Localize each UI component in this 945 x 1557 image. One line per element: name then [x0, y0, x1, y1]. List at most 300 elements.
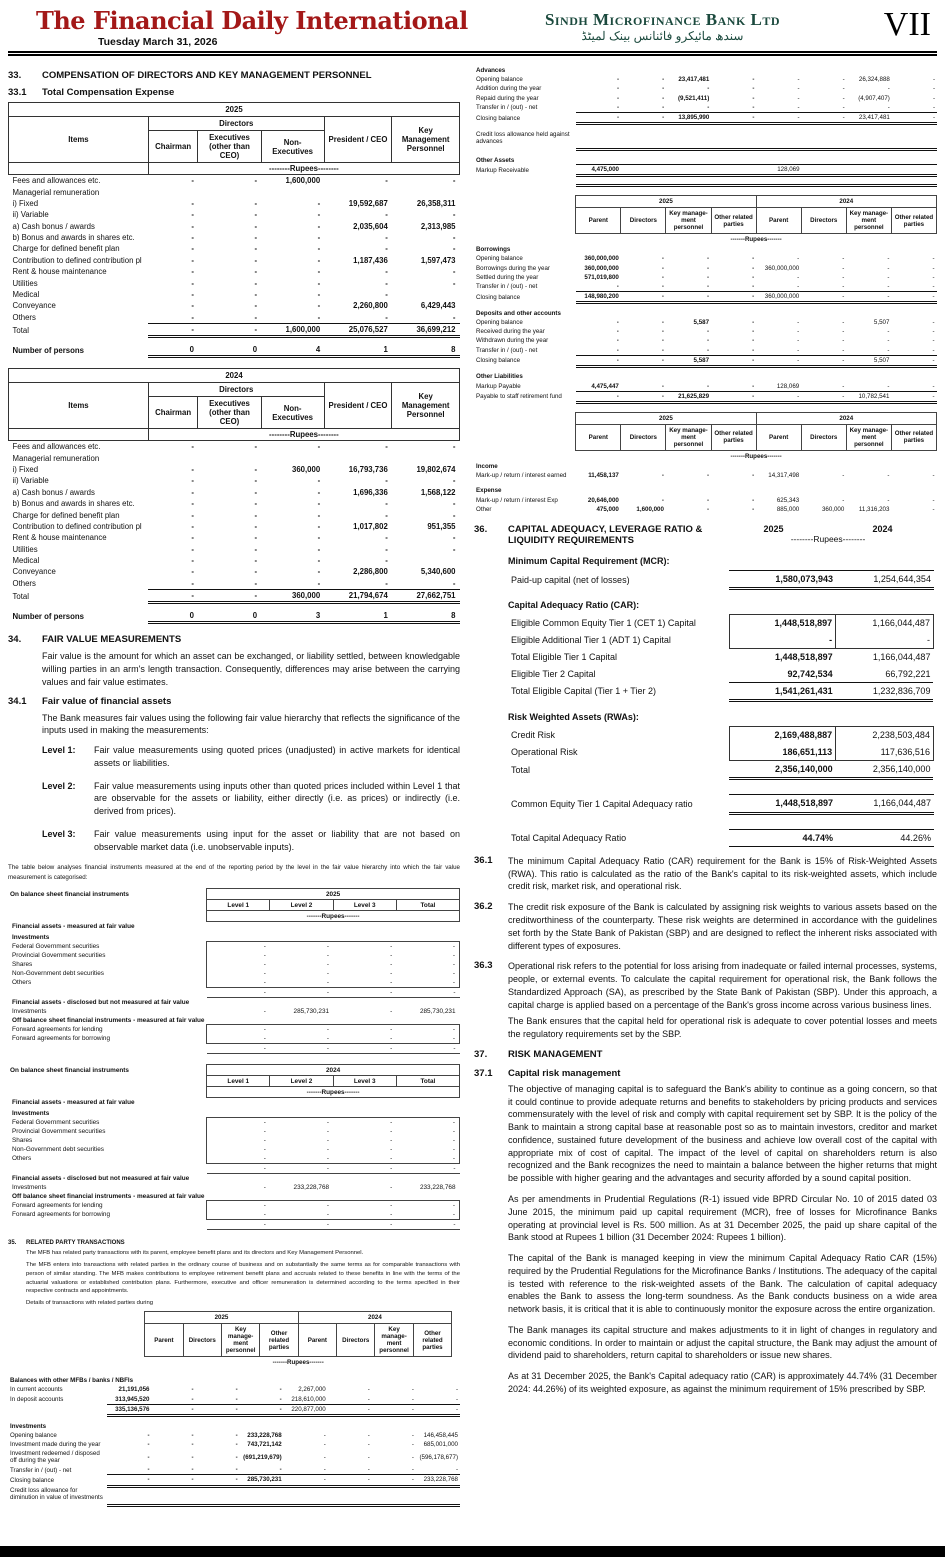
rupees-label: -------Rupees-------	[207, 1087, 460, 1098]
cell-value: -	[235, 1466, 238, 1474]
cell-value: -	[452, 278, 456, 288]
row-label: Total Eligible Capital (Tier 1 + Tier 2)	[511, 686, 656, 697]
cell-value: 1,600,000	[636, 505, 664, 513]
cell-value: -	[191, 465, 194, 475]
table-row	[8, 1395, 460, 1405]
year-header: 2025	[207, 889, 460, 900]
table-row	[9, 243, 460, 254]
cell-value: -	[797, 318, 800, 326]
cell-value: -	[191, 578, 194, 588]
left-column	[8, 64, 460, 1546]
table-row	[8, 1220, 460, 1230]
cell-value: 146,458,445	[423, 1431, 458, 1439]
table-body	[508, 570, 934, 588]
cell-value	[802, 156, 847, 165]
cell-value	[756, 130, 801, 146]
col-header-directors: Directors	[801, 424, 846, 450]
cell-value: -	[198, 323, 261, 336]
table-row	[8, 1109, 460, 1118]
cell-value: -	[196, 1475, 240, 1486]
cell-value: -	[191, 289, 194, 299]
cell-value	[847, 66, 892, 75]
cell-value: -	[752, 328, 755, 336]
empty-cell	[474, 412, 576, 424]
cell-value: 885,000	[776, 505, 800, 513]
row-label: Investments	[12, 1007, 47, 1015]
cell-value: 27,662,751	[392, 590, 460, 603]
car-table	[508, 614, 934, 702]
empty-cell	[68, 1324, 145, 1357]
cell-value	[207, 998, 270, 1007]
cell-value: 11,316,203	[858, 505, 890, 513]
section-title: CAPITAL ADEQUACY, LEVERAGE RATIO & LIQUIDITY REQUIREMENTS	[508, 523, 703, 546]
cell-value: 571,019,800	[584, 273, 619, 281]
cell-value	[333, 1192, 396, 1201]
cell-value	[240, 1376, 284, 1385]
cell-value: -	[333, 942, 396, 952]
cell-value: -	[270, 1210, 333, 1220]
cell-value: 4,475,000	[576, 165, 621, 176]
cell-value: -	[254, 244, 258, 254]
table-row	[9, 255, 460, 266]
cell-value	[396, 933, 459, 942]
row-label	[8, 1044, 207, 1054]
cell-value	[666, 245, 711, 254]
col-header-kmp: Key manage-ment personnel	[846, 424, 891, 450]
cell-value: -	[411, 1395, 414, 1403]
row-label: Opening balance	[476, 318, 523, 326]
cell-value: -	[802, 112, 847, 123]
table-row	[474, 462, 937, 471]
empty-cell	[474, 450, 576, 462]
cell-value: -	[254, 198, 258, 208]
cell-value: -	[452, 233, 456, 243]
cell-value: -	[385, 544, 388, 554]
table-row	[8, 1145, 460, 1154]
cell-value	[372, 1502, 416, 1506]
cell-value: -	[333, 1201, 396, 1211]
cell-value: -	[254, 221, 258, 231]
cell-value	[392, 186, 460, 197]
table-row	[474, 94, 937, 103]
cell-value: -	[326, 1146, 330, 1154]
cell-value: -	[396, 951, 459, 960]
cell-value: 1,541,261,431	[729, 682, 835, 700]
cell-value	[372, 1486, 416, 1502]
cell-value	[802, 66, 847, 75]
cell-value	[392, 453, 460, 464]
cell-value: -	[756, 391, 801, 402]
row-label: Credit loss allowance held against advances	[476, 130, 570, 145]
row-label: Others	[12, 979, 32, 987]
row-label: Transfer in / (out) - net	[476, 104, 538, 112]
section-33-1-heading	[8, 87, 460, 98]
cell-value: -	[616, 282, 619, 290]
cell-value: -	[207, 1210, 270, 1220]
cell-value: -	[385, 176, 388, 186]
table-row	[9, 498, 460, 509]
cell-value: -	[147, 1440, 150, 1448]
year-header: 2024	[298, 1312, 452, 1324]
cell-value: -	[254, 544, 258, 554]
section-title: Capital risk management	[508, 1067, 621, 1079]
cell-value: -	[752, 103, 755, 111]
cell-value: -	[390, 952, 393, 960]
paragraph: The Bank measures fair values using the following fair value hierarchy that reflects the significance of the inputs used in making the measurements:	[42, 712, 460, 736]
col-header-other: Other related parties	[260, 1324, 298, 1357]
section-36-heading-row	[474, 524, 937, 546]
cell-value: -	[797, 103, 800, 111]
table-row	[474, 103, 937, 113]
table-header	[8, 1065, 460, 1098]
row-label: Closing balance	[476, 357, 521, 365]
cell-value	[666, 130, 711, 146]
cell-value: -	[385, 289, 388, 299]
row-label: a) Cash bonus / awards	[12, 487, 95, 497]
row-label: Federal Government securities	[12, 1118, 100, 1126]
cell-value: -	[207, 942, 270, 952]
section-number: 37.	[474, 1048, 488, 1060]
cell-value: -	[385, 233, 388, 243]
cell-value	[207, 933, 270, 942]
col-header-parent: Parent	[145, 1324, 183, 1357]
col-header-kmp: Key Management Personnel	[392, 383, 460, 429]
cell-value	[846, 372, 891, 381]
cell-value	[621, 486, 666, 495]
table-row	[9, 453, 460, 464]
cell-value: -	[191, 301, 194, 311]
row-label: Opening balance	[10, 1431, 57, 1439]
table-row	[8, 951, 460, 960]
cell-value: -	[706, 328, 710, 336]
cell-value: -	[148, 590, 198, 603]
row-label	[8, 1502, 107, 1506]
year-header: 2024	[756, 412, 936, 424]
col-header-parent: Parent	[756, 208, 801, 234]
cell-value: -	[752, 496, 755, 504]
cell-value: -	[317, 556, 321, 566]
cell-value	[711, 130, 756, 146]
cell-value: 475,000	[596, 505, 619, 513]
col-header-non-executives: Non-Executives	[261, 131, 324, 163]
cell-value	[802, 182, 847, 186]
cell-value: -	[452, 510, 456, 520]
cell-value: -	[207, 1034, 270, 1044]
cell-value: -	[452, 476, 456, 486]
cell-value: -	[411, 1453, 414, 1461]
cell-value: 26,358,311	[416, 198, 456, 208]
cell-value: -	[317, 544, 321, 554]
cell-value: 8	[392, 344, 460, 357]
table-row	[9, 186, 460, 197]
row-label: Settled during the year	[476, 273, 539, 281]
cell-value: -	[797, 328, 800, 336]
cell-value: -	[191, 567, 194, 577]
cell-value: -	[254, 267, 258, 277]
empty-cell	[8, 911, 207, 922]
cell-value: 313,945,520	[115, 1395, 150, 1403]
cell-value: -	[254, 476, 258, 486]
cell-value: -	[317, 578, 321, 588]
cell-value: -	[797, 346, 800, 354]
level-label: Level 3:	[42, 828, 76, 839]
table-row	[474, 391, 937, 402]
table-row	[474, 156, 937, 165]
cell-value: 21,625,829	[666, 391, 711, 402]
cell-value: -	[207, 951, 270, 960]
rwa-table	[508, 726, 934, 780]
cell-value: -	[390, 1183, 393, 1191]
cell-value	[270, 1098, 333, 1107]
cell-value: -	[707, 103, 710, 111]
rupees-label: -------Rupees-------	[730, 452, 782, 460]
cell-value	[207, 1192, 270, 1201]
cell-value: -	[932, 85, 935, 93]
col-header-parent: Parent	[298, 1324, 336, 1357]
row-label: Balances with other MFBs / banks / NBFIs	[10, 1377, 134, 1385]
col-header-total: Total	[396, 1076, 459, 1087]
cell-value: -	[317, 267, 321, 277]
row-label: Received during the year	[476, 328, 545, 336]
cell-value: -	[452, 312, 456, 322]
rwa-title: Risk Weighted Assets (RWAs):	[508, 712, 639, 723]
cell-value: -	[752, 472, 755, 480]
table-body	[508, 615, 933, 701]
cell-value: -	[270, 1044, 333, 1054]
col-header-items: Items	[9, 383, 149, 429]
cell-value: 16,793,736	[348, 465, 388, 475]
cell-value: -	[372, 1404, 416, 1415]
table-row	[474, 471, 937, 480]
cell-value: 21,794,674	[324, 590, 392, 603]
cell-value	[666, 182, 711, 186]
cell-value: -	[191, 499, 194, 509]
cell-value: -	[328, 1404, 372, 1415]
table-row	[8, 1385, 460, 1394]
col-header-other: Other related parties	[711, 424, 756, 450]
cell-value: -	[752, 273, 755, 281]
cell-value: -	[254, 210, 258, 220]
table-row	[508, 743, 933, 760]
col-header-other: Other related parties	[711, 208, 756, 234]
table-row	[474, 327, 937, 336]
table-row	[8, 1025, 460, 1035]
table-row	[9, 175, 460, 187]
row-label: Off balance sheet financial instruments - measured at fair value	[12, 1016, 205, 1024]
row-label: Utilities	[12, 544, 38, 554]
cell-value	[891, 486, 936, 495]
table-row	[9, 198, 460, 209]
rupees-label: -------Rupees-------	[272, 1359, 324, 1367]
cell-value: 285,730,231	[419, 1007, 456, 1015]
page-header	[8, 6, 937, 48]
cell-value: -	[207, 960, 270, 969]
section-number: 35.	[8, 1240, 17, 1247]
cell-value: -	[706, 282, 710, 290]
row-label: Credit loss allowance for diminution in value of investments	[10, 1487, 103, 1502]
rupees-label: --------Rupees--------	[790, 533, 866, 544]
cell-value	[324, 603, 392, 610]
cell-value	[801, 462, 846, 471]
row-label: Fees and allowances etc.	[12, 176, 101, 186]
cell-value: -	[706, 337, 710, 345]
cell-value	[240, 1486, 284, 1502]
cell-value: -	[452, 176, 456, 186]
section-title: RELATED PARTY TRANSACTIONS	[26, 1240, 125, 1247]
cell-value: -	[932, 318, 935, 326]
cell-value: -	[576, 112, 621, 123]
cell-value	[711, 372, 756, 381]
year-header: 2025	[145, 1312, 298, 1324]
table-header	[474, 412, 937, 462]
year-header: 2024	[9, 369, 460, 383]
row-label: Addition during the year	[476, 85, 542, 93]
col-header-level1: Level 1	[207, 1076, 270, 1087]
table-row	[8, 1449, 460, 1465]
cell-value: -	[752, 94, 755, 102]
cell-value: -	[576, 391, 621, 402]
cell-value: -	[842, 85, 845, 93]
table-body	[8, 922, 460, 1054]
cell-value: 2,356,140,000	[729, 760, 835, 778]
table-row	[474, 372, 937, 381]
table-row	[474, 66, 937, 75]
cell-value: -	[263, 1183, 266, 1191]
rupees-label: -------Rupees-------	[207, 911, 460, 922]
section-36-1	[474, 855, 937, 893]
row-label: Contribution to defined contribution pl	[12, 255, 142, 265]
row-label: Conveyance	[12, 301, 56, 311]
cell-value: -	[842, 318, 845, 326]
cell-value: -	[797, 255, 800, 263]
cell-value	[892, 182, 937, 186]
empty-cell	[8, 1087, 207, 1098]
row-label: Investments	[12, 1109, 50, 1117]
table-row	[8, 1183, 460, 1192]
cell-value: -	[661, 472, 664, 480]
cell-value: -	[385, 556, 388, 566]
cell-value: -	[317, 255, 321, 265]
cell-value: -	[326, 961, 330, 969]
cell-value: -	[842, 264, 845, 272]
cell-value	[261, 186, 324, 197]
cell-value: 335,136,576	[107, 1404, 151, 1415]
cell-value: 117,636,516	[836, 743, 934, 760]
cell-value: -	[455, 1386, 458, 1394]
cell-value	[711, 182, 756, 186]
table-row	[9, 521, 460, 532]
cell-value: -	[932, 282, 935, 290]
cell-value: -	[385, 267, 388, 277]
cell-value	[284, 1421, 328, 1430]
cell-value	[621, 66, 666, 75]
cell-value	[333, 1109, 396, 1118]
cell-value: -	[842, 255, 845, 263]
table-row	[474, 282, 937, 292]
cell-value: -	[279, 1466, 282, 1474]
cell-value: -	[396, 1118, 459, 1128]
cell-value	[756, 156, 801, 165]
cell-value: -	[452, 533, 456, 543]
cell-value: 2,267,000	[298, 1386, 326, 1394]
cell-value	[152, 1486, 196, 1502]
cell-value	[711, 66, 756, 75]
cell-value	[270, 922, 333, 931]
cell-value	[891, 309, 936, 318]
cell-value: 5,507	[846, 355, 891, 366]
cell-value: -	[317, 278, 321, 288]
row-label: In current accounts	[10, 1386, 63, 1394]
table-row	[8, 998, 460, 1007]
cell-value	[198, 186, 261, 197]
cell-value: 360,000,000	[584, 264, 619, 272]
cell-value: -	[662, 76, 665, 84]
row-label	[8, 1220, 207, 1230]
cell-value: (691,219,679)	[243, 1453, 282, 1461]
cell-value: -	[661, 382, 664, 390]
cell-value: -	[254, 556, 258, 566]
cell-value: -	[191, 1386, 194, 1394]
cell-value	[333, 1098, 396, 1107]
cell-value: -	[270, 1034, 333, 1044]
cell-value	[328, 1376, 372, 1385]
cell-value: 14,317,498	[768, 472, 800, 480]
table-row	[8, 1440, 460, 1449]
col-header-kmp: Key manage-ment personnel	[375, 1324, 413, 1357]
section-title: Total Compensation Expense	[42, 87, 175, 98]
row-label: Fees and allowances etc.	[12, 442, 101, 452]
col-header-level1: Level 1	[207, 900, 270, 911]
cell-value: -	[836, 632, 934, 649]
row-label: Withdrawn during the year	[476, 337, 549, 345]
table-row	[474, 75, 937, 84]
cell-value: -	[390, 1137, 393, 1145]
col-header-directors: Directors	[621, 424, 666, 450]
level-text: Fair value measurements using input for the asset or liability that are not based on observable market data (i.e. unobservable inputs).	[94, 828, 460, 852]
table-row	[474, 182, 937, 186]
row-label: Paid-up capital (net of losses)	[511, 574, 630, 585]
table-row	[9, 266, 460, 277]
row-label: Repaid during the year	[476, 94, 539, 102]
cell-value: -	[932, 505, 935, 513]
cell-value: -	[396, 1136, 459, 1145]
cell-value: -	[621, 355, 666, 366]
cell-value: -	[254, 312, 258, 322]
table-row	[474, 165, 937, 176]
cell-value	[207, 1174, 270, 1183]
cell-value	[846, 245, 891, 254]
table-row	[8, 1127, 460, 1136]
section-number: 36.3	[474, 960, 493, 972]
cell-value: -	[328, 1475, 372, 1486]
row-label	[9, 603, 149, 610]
cell-value: -	[416, 1404, 460, 1415]
cell-value: -	[711, 112, 756, 123]
cell-value: -	[932, 94, 935, 102]
cell-value	[711, 309, 756, 318]
cell-value: -	[385, 499, 388, 509]
cell-value: -	[235, 1386, 238, 1394]
section-number: 33.1	[8, 87, 27, 98]
car-title: Capital Adequacy Ratio (CAR):	[508, 600, 640, 611]
cell-value: -	[887, 328, 890, 336]
row-label: Charge for defined benefit plan	[12, 244, 120, 254]
cell-value	[666, 462, 711, 471]
col-header-directors: Directors	[148, 383, 324, 397]
row-label: Contribution to defined contribution pl	[12, 521, 142, 531]
section-number: 33.	[8, 70, 22, 81]
cell-value: -	[317, 510, 321, 520]
